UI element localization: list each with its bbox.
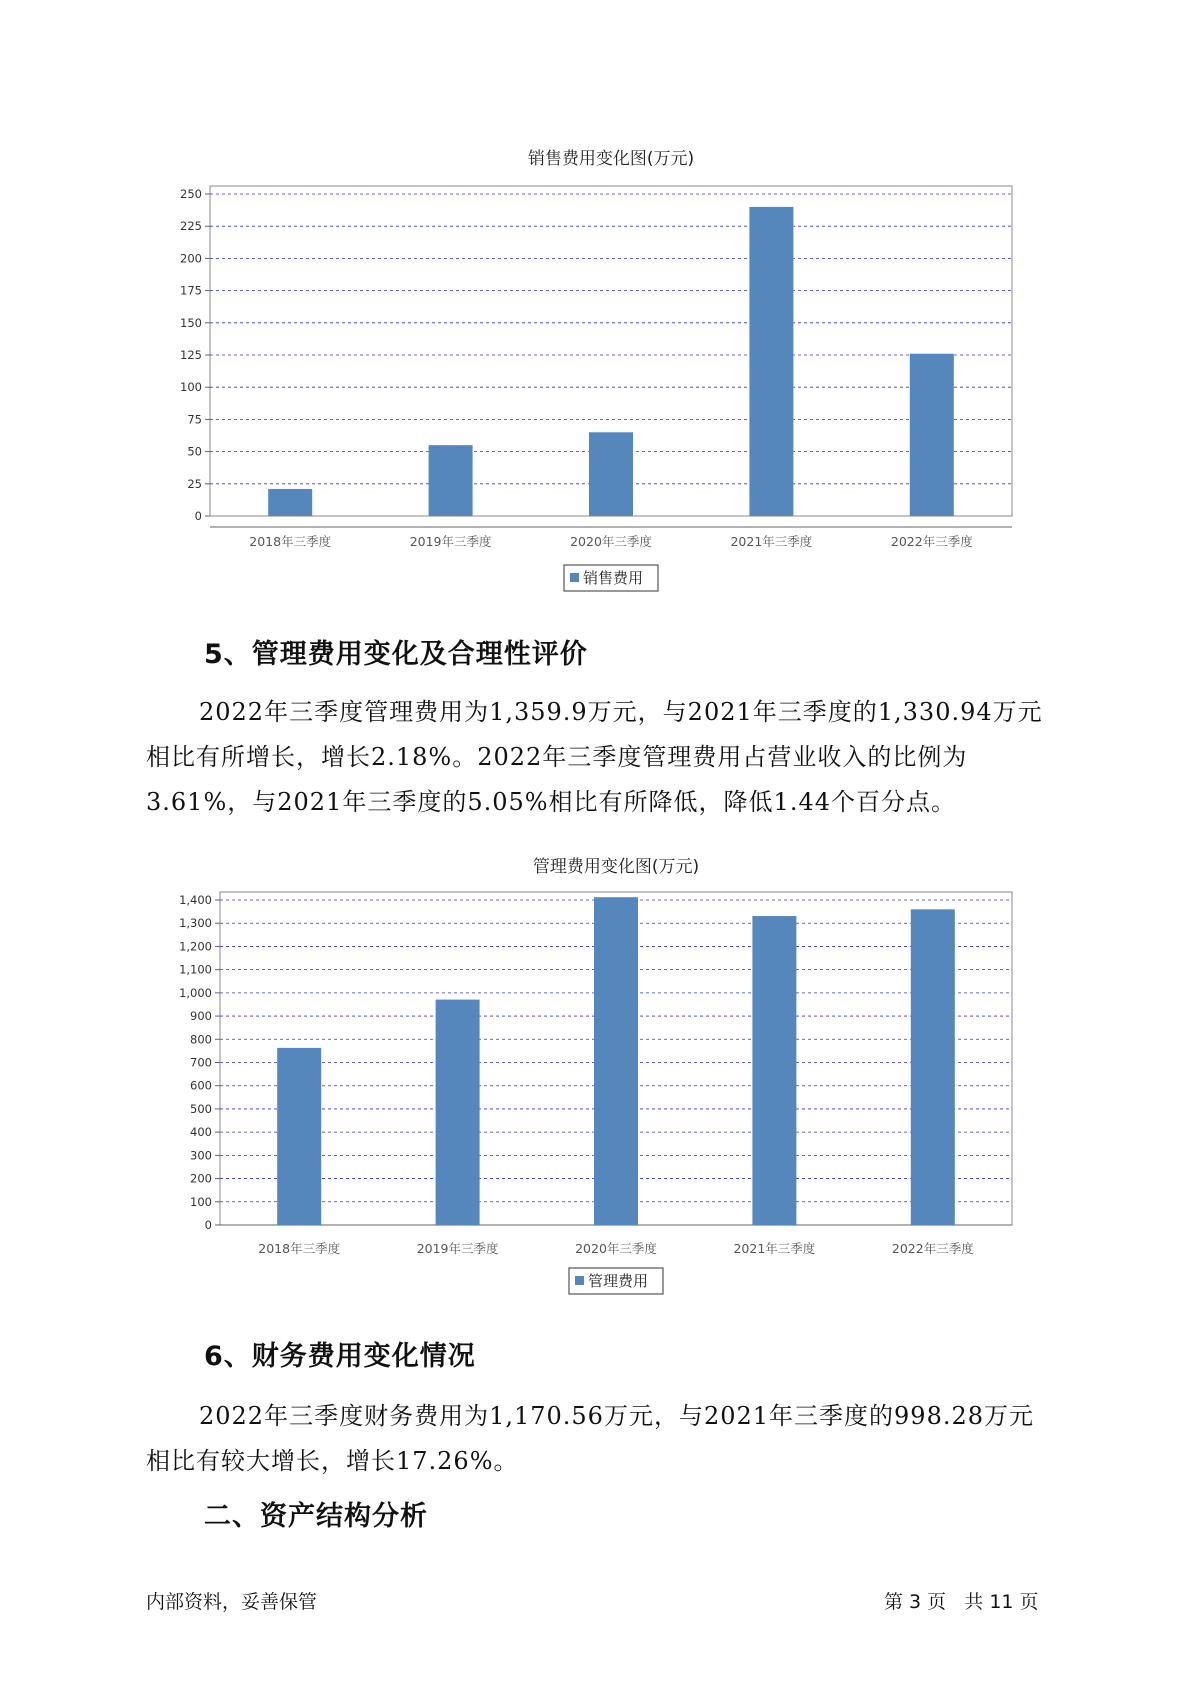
legend — [569, 1268, 663, 1294]
bar — [910, 354, 954, 516]
x-category-label: 2022年三季度 — [891, 1241, 974, 1256]
bar — [277, 1048, 321, 1225]
y-tick-label: 200 — [180, 251, 202, 266]
chart-title: 销售费用变化图(万元) — [527, 149, 695, 169]
legend-label: 管理费用 — [588, 1272, 649, 1290]
y-tick-label: 800 — [190, 1032, 212, 1047]
y-tick-label: 700 — [190, 1055, 212, 1070]
section-two-heading: 二、资产结构分析 — [204, 1501, 428, 1532]
section-5-heading: 5、管理费用变化及合理性评价 — [204, 639, 588, 670]
y-tick-label: 225 — [180, 219, 202, 234]
x-category-label: 2020年三季度 — [575, 1241, 657, 1256]
x-category-label: 2019年三季度 — [416, 1241, 499, 1256]
y-tick-label: 300 — [190, 1148, 212, 1163]
chart-title: 管理费用变化图(万元) — [532, 857, 700, 877]
y-tick-label: 0 — [194, 509, 202, 523]
x-category-label: 2022年三季度 — [890, 534, 973, 549]
bar — [594, 897, 638, 1225]
legend-swatch — [575, 1276, 584, 1285]
legend-swatch — [570, 573, 579, 582]
y-tick-label: 200 — [190, 1171, 212, 1186]
x-category-label: 2020年三季度 — [570, 534, 652, 549]
admin-expense-chart-svg — [0, 848, 1191, 1308]
y-tick-label: 100 — [190, 1194, 212, 1209]
bar — [429, 445, 473, 516]
y-tick-label: 1,400 — [179, 893, 212, 907]
x-category-label: 2021年三季度 — [733, 1241, 816, 1256]
x-category-label: 2018年三季度 — [258, 1241, 341, 1256]
bar — [911, 909, 955, 1225]
x-category-label: 2019年三季度 — [409, 534, 492, 549]
y-tick-label: 600 — [190, 1078, 212, 1093]
section-6-paragraph: 2022年三季度财务费用为1,170.56万元，与2021年三季度的998.28万元相比有较大增长，增长17.26%。 — [146, 1402, 1035, 1475]
y-tick-label: 1,300 — [179, 916, 212, 931]
bar — [589, 432, 633, 516]
admin-expense-chart — [0, 848, 1191, 1308]
y-tick-label: 250 — [180, 187, 202, 201]
y-tick-label: 400 — [190, 1125, 212, 1140]
y-tick-label: 75 — [187, 412, 202, 427]
bar — [749, 207, 793, 516]
bar — [752, 916, 796, 1225]
y-tick-label: 150 — [180, 315, 202, 330]
y-tick-label: 25 — [187, 476, 202, 491]
y-tick-label: 900 — [190, 1009, 212, 1024]
y-tick-label: 125 — [180, 348, 202, 362]
legend-label: 销售费用 — [583, 569, 644, 587]
x-category-label: 2018年三季度 — [249, 534, 332, 549]
y-tick-label: 175 — [180, 283, 202, 298]
y-tick-label: 0 — [204, 1218, 212, 1232]
sales-expense-chart — [0, 135, 1191, 595]
footer-right: 第 3 页 共 11 页 — [884, 1591, 1039, 1613]
section-5-paragraph: 2022年三季度管理费用为1,359.9万元，与2021年三季度的1,330.94万元相比有所增长，增长2.18%。2022年三季度管理费用占营业收入的比例为3.61%，与2021年三季度的5.05%相比有所降低，降低1.44个百分点。 — [146, 698, 1043, 816]
section-6-heading: 6、财务费用变化情况 — [204, 1341, 476, 1372]
y-tick-label: 500 — [190, 1101, 212, 1116]
bar — [268, 489, 312, 516]
x-category-label: 2021年三季度 — [730, 534, 813, 549]
y-tick-label: 1,200 — [179, 939, 212, 954]
legend — [564, 565, 658, 591]
footer-left: 内部资料，妥善保管 — [146, 1591, 318, 1613]
bar — [436, 1000, 480, 1225]
y-tick-label: 100 — [180, 380, 202, 395]
y-tick-label: 1,000 — [179, 985, 212, 1000]
sales-expense-chart-svg — [0, 135, 1191, 595]
y-tick-label: 50 — [187, 444, 202, 459]
y-tick-label: 1,100 — [179, 962, 212, 977]
